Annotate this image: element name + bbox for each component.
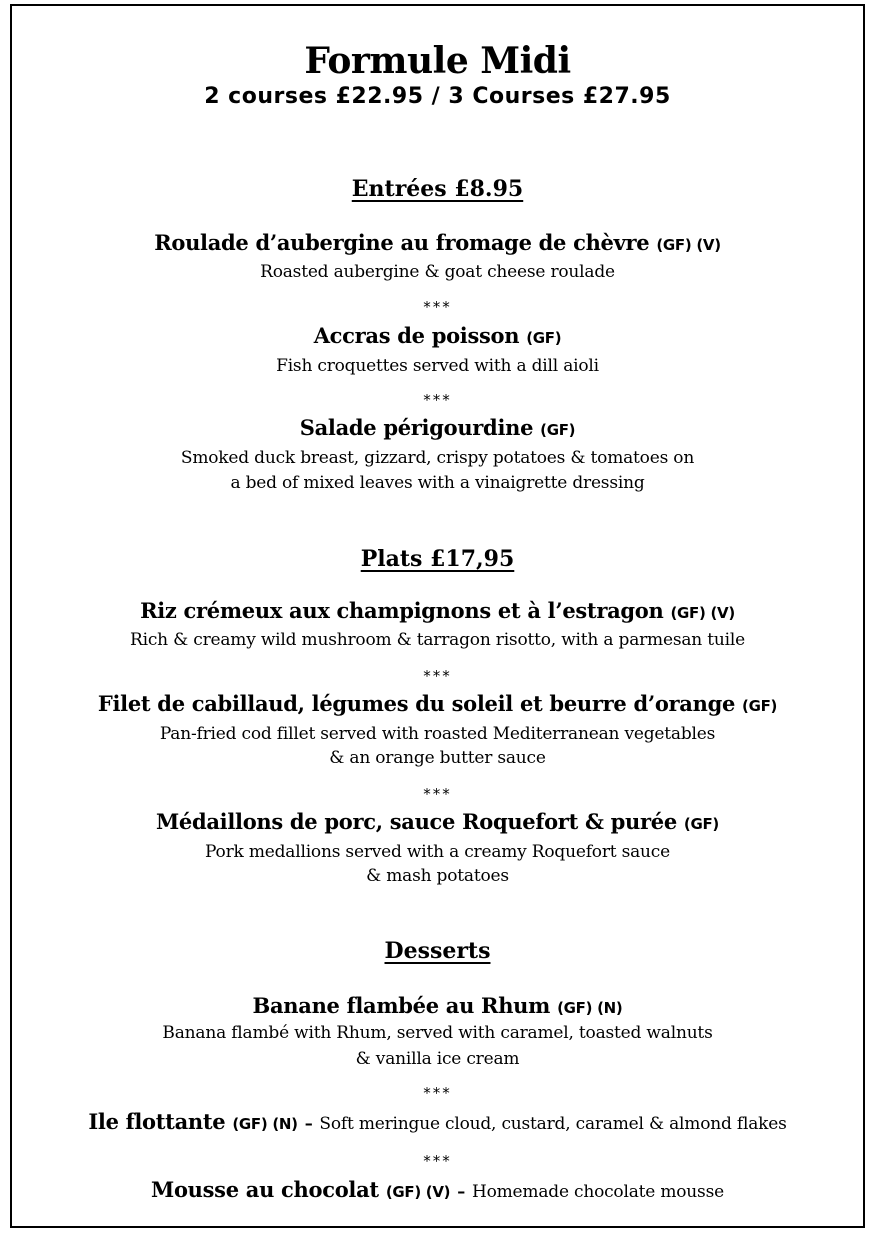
dash: – — [304, 1114, 313, 1133]
dish-description: & vanilla ice cream — [355, 1049, 520, 1069]
dish-tags: (GF) (N) — [232, 1115, 298, 1133]
dish-description: Pan-fried cod fillet served with roasted Mediterranean vegetables — [159, 724, 716, 744]
dish-description: Homemade chocolate mousse — [471, 1182, 724, 1202]
separator: *** — [423, 298, 452, 316]
section-heading-plats: Plats £17,95 — [360, 546, 515, 572]
dish-title: Roulade d’aubergine au fromage de chèvre — [154, 230, 650, 255]
dish-tags: (GF) — [683, 815, 719, 833]
dash: – — [457, 1182, 465, 1201]
dish-name — [0, 1109, 875, 1134]
dish-title: Riz crémeux aux champignons et à l’estragon — [140, 598, 664, 623]
dish-name — [0, 415, 875, 440]
dish-title: Ile flottante — [88, 1109, 226, 1134]
dish-tags: (GF) — [540, 421, 576, 439]
dish-tags: (GF) — [742, 697, 778, 715]
dish-description: a bed of mixed leaves with a vinaigrette dressing — [230, 473, 645, 493]
dish-name — [0, 691, 875, 716]
dish-name — [0, 230, 875, 255]
dish-description: Rich & creamy wild mushroom & tarragon risotto, with a parmesan tuile — [130, 630, 745, 650]
dish-description: Fish croquettes served with a dill aioli — [276, 356, 599, 376]
dish-description: Banana flambé with Rhum, served with caramel, toasted walnuts — [162, 1023, 713, 1043]
dish-name — [0, 598, 875, 623]
separator: *** — [423, 1152, 452, 1170]
dish-title: Filet de cabillaud, légumes du soleil et beurre d’orange — [97, 691, 736, 716]
dish-tags: (GF) (V) — [385, 1183, 451, 1201]
dish-title: Banane flambée au Rhum — [252, 993, 551, 1018]
dish-description: Smoked duck breast, gizzard, crispy potatoes & tomatoes on — [180, 448, 695, 468]
dish-description: Roasted aubergine & goat cheese roulade — [260, 262, 615, 282]
dish-tags: (GF) — [526, 329, 562, 347]
separator: *** — [423, 667, 452, 685]
dish-tags: (GF) (V) — [656, 236, 721, 254]
dish-description: Pork medallions served with a creamy Roquefort sauce — [205, 842, 670, 862]
dish-description: & mash potatoes — [366, 866, 509, 886]
dish-title: Mousse au chocolat — [151, 1177, 379, 1202]
section-heading-desserts: Desserts — [384, 938, 491, 964]
dish-name — [0, 993, 875, 1018]
dish-name — [0, 809, 875, 834]
separator: *** — [423, 785, 452, 803]
separator: *** — [423, 1084, 452, 1102]
dish-tags: (GF) (N) — [557, 999, 623, 1017]
dish-title: Accras de poisson — [313, 323, 520, 348]
section-heading-entrees: Entrées £8.95 — [351, 176, 524, 202]
dish-tags: (GF) (V) — [670, 604, 735, 622]
dish-name — [0, 1177, 875, 1202]
dish-description: & an orange butter sauce — [329, 748, 546, 768]
dish-name — [0, 323, 875, 348]
menu-title: Formule Midi — [304, 40, 571, 82]
separator: *** — [423, 391, 452, 409]
dish-title: Médaillons de porc, sauce Roquefort & purée — [155, 809, 677, 834]
dish-description: Soft meringue cloud, custard, caramel & almond flakes — [319, 1114, 787, 1134]
dish-title: Salade périgourdine — [299, 415, 534, 440]
menu-price-line: 2 courses £22.95 / 3 Courses £27.95 — [204, 84, 671, 109]
